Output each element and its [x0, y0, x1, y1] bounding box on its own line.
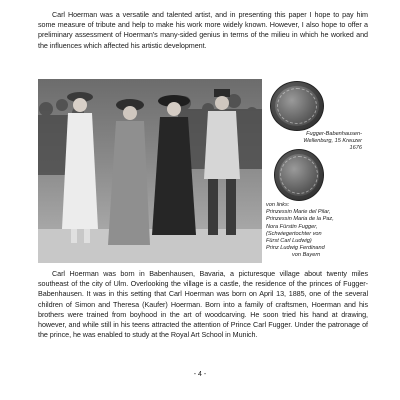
persons-caption-line: Nora Fürstin Fugger, — [266, 223, 318, 230]
persons-caption-line: Prinz Ludwig Ferdinand — [266, 245, 325, 252]
intro-paragraph: Carl Hoerman was a versatile and talented artist, and in presenting this paper I hope to pay him some measure of tribute and help to make his work more widely known. However, I also hope to offer a preliminary assessment of Hoerman's many-sided genius in terms of the milieu in which he worked and the influences which affected his artistic development. — [38, 10, 368, 50]
coin-caption — [266, 131, 362, 153]
persons-caption-line: Fürst Carl Ludwig) — [266, 238, 312, 245]
persons-caption-line: Prinzessin Marie del Pilar, — [266, 209, 331, 216]
historical-photograph — [38, 79, 262, 263]
photo-illustration — [38, 79, 262, 263]
persons-caption-heading: von links: — [266, 202, 290, 208]
photo-persons-caption — [266, 202, 366, 260]
coin-caption-year: 1676 — [349, 145, 362, 152]
coin-caption-line: Fugger-Babenhausen- — [306, 131, 362, 137]
biography-paragraph: Carl Hoerman was born in Babenhausen, Bavaria, a picturesque village about twenty miles southeast of the city of Ulm. Overlooking the village is a castle, the residence of the princes of Fugger-Babenhausen. It was in this setting that Carl Hoerman was born on April 13, 1885, one of the several children of Simon and Theresa (Kaufer) Hoerman. Born into a family of craftsmen, Hoerman and his brothers were trained from boyhood in the art of woodcarving. He soon tried his hand at drawing, however, and while still in his teens attracted the attention of Prince Carl Fugger. Under the patronage of the prince, he was enabled to study at the Royal Art School in Munich. — [38, 269, 368, 340]
persons-caption-line: Prinzessin Maria de la Paz, — [266, 216, 334, 223]
coin-caption-line: Wellenburg, 15 Kreuzer — [303, 138, 362, 145]
persons-caption-line: (Schwiegertochter von — [266, 230, 322, 237]
page-number: - 4 - — [193, 371, 207, 378]
persons-caption-line: von Bayern — [292, 252, 321, 259]
coin-reverse-image — [274, 149, 324, 201]
coin-obverse-image — [270, 81, 324, 131]
